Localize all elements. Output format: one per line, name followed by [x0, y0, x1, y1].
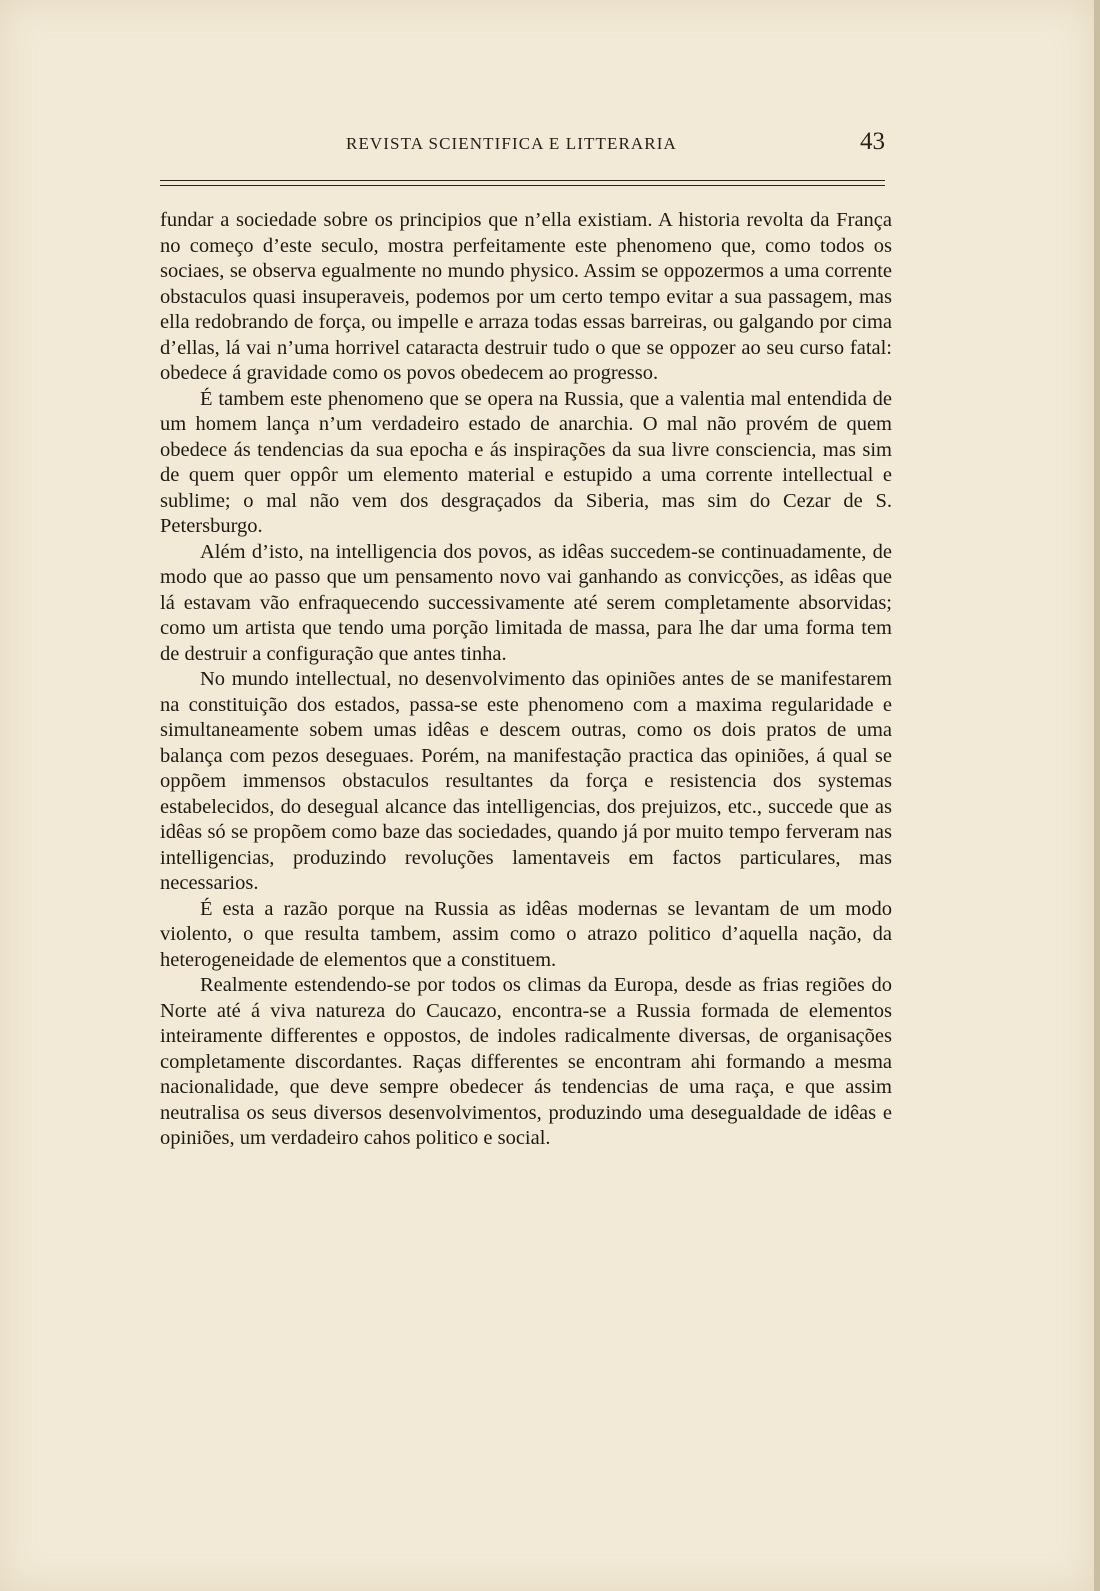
paragraph: Além d’isto, na intelligencia dos povos, as idêas succedem-se continuadamente, de modo que ao passo que um pensamento novo vai ganhando as convicções, as idêas que lá estavam vão enfraquecendo successivamente até serem completamente absorvidas; como um artista que tendo uma porção limitada de massa, para lhe dar uma forma tem de destruir a configuração que antes tinha.: [160, 540, 892, 665]
paragraph: É esta a razão porque na Russia as idêas modernas se levantam de um modo violento, o que resulta tambem, assim como o atrazo politico d’aquella nação, da heterogeneidade de elementos que a constituem.: [160, 897, 892, 971]
header-rule-bottom: [160, 185, 885, 186]
header-rule-top: [160, 180, 885, 181]
paragraph: É tambem este phenomeno que se opera na Russia, que a valentia mal entendida de um homem lança n’um verdadeiro estado de anarchia. O mal não provém de quem obedece ás tendencias da sua epocha e ás inspirações da sua livre consciencia, mas sim de quem quer oppôr um elemento material e estupido a uma corrente intellectual e sublime; o mal não vem dos desgraçados da Siberia, mas sim do Cezar de S. Petersburgo.: [160, 387, 892, 537]
running-header: [160, 128, 885, 158]
article-body: [160, 208, 892, 1152]
paragraph-continuation: fundar a sociedade sobre os principios que n’ella existiam. A historia revolta da França no começo d’este seculo, mostra perfeitamente este phenomeno que, como todos os sociaes, se observa egualmente no mundo physico. Assim se oppozermos a uma corrente obstaculos quasi insuperaveis, podemos por um certo tempo evitar a sua passagem, mas ella redobrando de força, ou impelle e arraza todas essas barreiras, ou galgando por cima d’ellas, lá vai n’uma horrivel cataracta destruir tudo o que se oppozer ao seu curso fatal: obedece á gravidade como os povos obedecem ao progresso.: [160, 209, 892, 384]
page-number: 43: [860, 128, 885, 155]
paragraph: Realmente estendendo-se por todos os climas da Europa, desde as frias regiões do Norte até á viva natureza do Caucazo, encontra-se a Russia formada de elementos inteiramente differentes e oppostos, de indoles radicalmente diversas, de organisações completamente discordantes. Raças differentes se encontram ahi formando a mesma nacionalidade, que deve sempre obedecer ás tendencias de uma raça, e que assim neutralisa os seus diversos desenvolvimentos, produzindo uma desegualdade de idêas e opiniões, um verdadeiro cahos politico e social.: [160, 974, 892, 1149]
paragraph: No mundo intellectual, no desenvolvimento das opiniões antes de se manifestarem na constituição dos estados, passa-se este phenomeno com a maxima regularidade e simultaneamente sobem umas idêas e descem outras, como os dois pratos de uma balança com pezos deseguaes. Porém, na manifestação practica das opiniões, á qual se oppõem immensos obstaculos resultantes da força e resistencia dos systemas estabelecidos, do desegual alcance das intelligencias, dos prejuizos, etc., succede que as idêas só se propõem como baze das sociedades, quando já por muito tempo ferveram nas intelligencias, produzindo revoluções lamentaveis em factos particulares, mas necessarios.: [160, 668, 892, 894]
page-edge: [1094, 0, 1100, 1591]
running-title: REVISTA SCIENTIFICA E LITTERARIA: [346, 134, 677, 153]
